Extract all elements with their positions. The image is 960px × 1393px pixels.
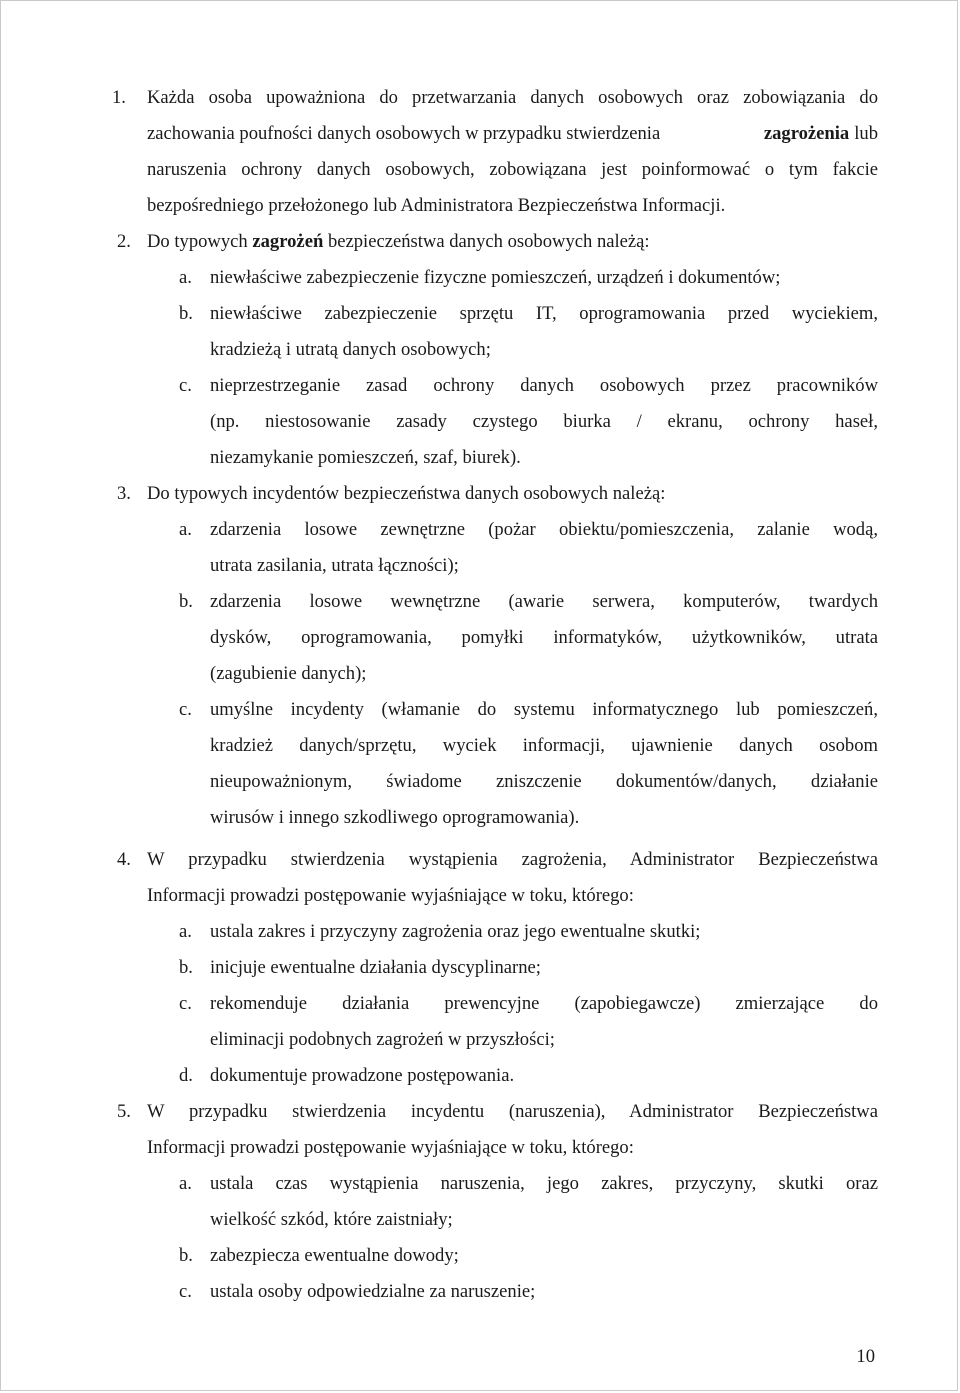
item-3b-line-1: zdarzenia losowe wewnętrzne (awarie serwera, komputerów, twardych [210,591,878,612]
subitem-letter: a. [179,1173,192,1194]
item-2b-line-2: kradzieżą i utratą danych osobowych; [210,339,491,360]
item-1-line-2 [147,116,878,152]
item-2c-line-2: (np. niestosowanie zasady czystego biurka / ekranu, ochrony haseł, [210,411,878,432]
item-5b-line-1: zabezpiecza ewentualne dowody; [210,1245,459,1266]
subitem-letter: b. [179,303,193,324]
subitem-letter: a. [179,519,192,540]
subitem-letter: c. [179,993,192,1014]
item-2c-line-1: nieprzestrzeganie zasad ochrony danych osobowych przez pracowników [210,375,878,396]
item-number: 5. [117,1101,131,1122]
subitem-letter: b. [179,1245,193,1266]
subitem-letter: c. [179,699,192,720]
item-4-line-1: W przypadku stwierdzenia wystąpienia zagrożenia, Administrator Bezpieczeństwa [147,849,878,870]
item-1-line-3: naruszenia ochrony danych osobowych, zobowiązana jest poinformować o tym fakcie [147,159,878,180]
item-1-line-1: Każda osoba upoważniona do przetwarzania danych osobowych oraz zobowiązania do [147,87,878,108]
item-5-line-2: Informacji prowadzi postępowanie wyjaśniające w toku, którego: [147,1137,634,1158]
item-number: 3. [117,483,131,504]
item-2a-line-1: niewłaściwe zabezpieczenie fizyczne pomieszczeń, urządzeń i dokumentów; [210,267,781,288]
item-3a-line-1: zdarzenia losowe zewnętrzne (pożar obiektu/pomieszczenia, zalanie wodą, [210,519,878,540]
item-5c-line-1: ustala osoby odpowiedzialne za naruszenie; [210,1281,536,1302]
item-number: 1. [112,87,126,108]
item-5-line-1: W przypadku stwierdzenia incydentu (naruszenia), Administrator Bezpieczeństwa [147,1101,878,1122]
subitem-letter: c. [179,375,192,396]
item-4-line-2: Informacji prowadzi postępowanie wyjaśniające w toku, którego: [147,885,634,906]
item-5a-line-1: ustala czas wystąpienia naruszenia, jego zakres, przyczyny, skutki oraz [210,1173,878,1194]
item-1-line-2-text: zachowania poufności danych osobowych w przypadku stwierdzenia [147,123,661,144]
subitem-letter: b. [179,957,193,978]
item-3-line-1: Do typowych incydentów bezpieczeństwa danych osobowych należą: [147,483,666,504]
item-2b-line-1: niewłaściwe zabezpieczenie sprzętu IT, oprogramowania przed wyciekiem, [210,303,878,324]
item-1-bold-word: zagrożenia [763,123,850,144]
item-2-bold-word: zagrożeń [252,231,324,252]
item-3b-line-2: dysków, oprogramowania, pomyłki informatyków, użytkowników, utrata [210,627,878,648]
subitem-letter: d. [179,1065,193,1086]
item-number: 2. [117,231,131,252]
item-3c-line-4: wirusów i innego szkodliwego oprogramowania). [210,807,580,828]
page-number: 10 [856,1346,875,1367]
item-2-line-1: Do typowych zagrożeń bezpieczeństwa danych osobowych należą: [147,231,650,252]
item-2c-line-3: niezamykanie pomieszczeń, szaf, biurek). [210,447,521,468]
item-4b-line-1: inicjuje ewentualne działania dyscyplinarne; [210,957,541,978]
item-1-line-2-tail: lub [854,123,878,144]
item-3c-line-1: umyślne incydenty (włamanie do systemu informatycznego lub pomieszczeń, [210,699,878,720]
item-4d-line-1: dokumentuje prowadzone postępowania. [210,1065,515,1086]
subitem-letter: a. [179,921,192,942]
subitem-letter: c. [179,1281,192,1302]
item-5a-line-2: wielkość szkód, które zaistniały; [210,1209,453,1230]
item-3b-line-3: (zagubienie danych); [210,663,367,684]
item-number: 4. [117,849,131,870]
item-3c-line-3: nieupoważnionym, świadome zniszczenie dokumentów/danych, działanie [210,771,878,792]
item-3c-line-2: kradzież danych/sprzętu, wyciek informacji, ujawnienie danych osobom [210,735,878,756]
item-4c-line-1: rekomenduje działania prewencyjne (zapobiegawcze) zmierzające do [210,993,878,1014]
item-4c-line-2: eliminacji podobnych zagrożeń w przyszłości; [210,1029,555,1050]
item-1-line-4: bezpośredniego przełożonego lub Administratora Bezpieczeństwa Informacji. [147,195,726,216]
subitem-letter: b. [179,591,193,612]
subitem-letter: a. [179,267,192,288]
item-3a-line-2: utrata zasilania, utrata łączności); [210,555,459,576]
item-4a-line-1: ustala zakres i przyczyny zagrożenia oraz jego ewentualne skutki; [210,921,701,942]
